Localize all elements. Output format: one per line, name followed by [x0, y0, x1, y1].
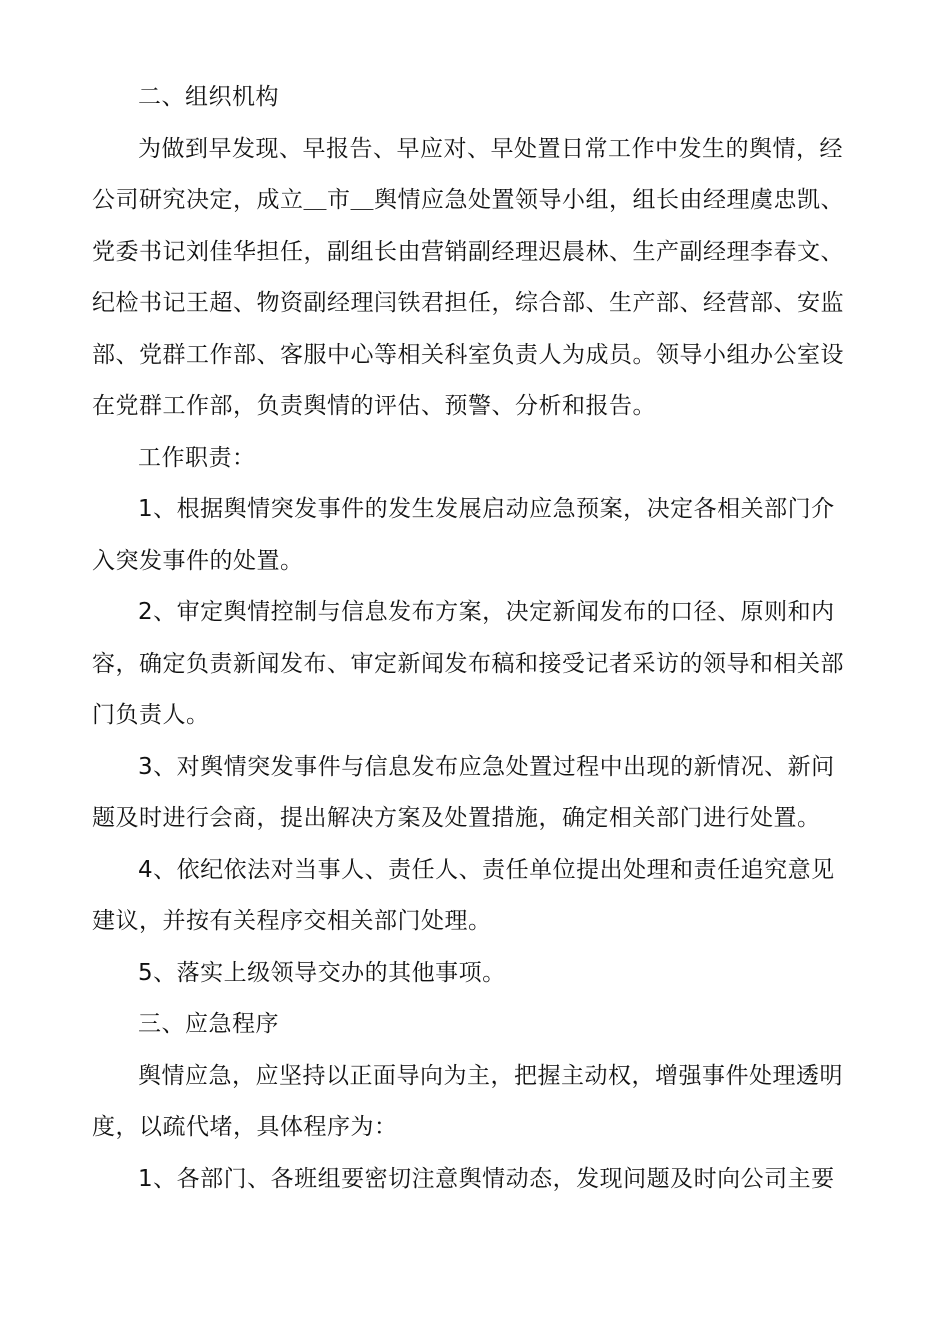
- text-line: 纪检书记王超、物资副经理闫铁君担任，综合部、生产部、经营部、安监: [92, 290, 844, 316]
- duty-item-5: [92, 948, 860, 1000]
- text-line: 4、依纪依法对当事人、责任人、责任单位提出处理和责任追究意见: [138, 856, 835, 883]
- text-line: 度，以疏代堵，具体程序为：: [92, 1114, 398, 1140]
- duty-item-4: [92, 845, 860, 948]
- text-line: 入突发事件的处置。: [92, 547, 304, 574]
- text-line: 1、根据舆情突发事件的发生发展启动应急预案，决定各相关部门介: [138, 496, 835, 522]
- text-line: 题及时进行会商，提出解决方案及处置措施，确定相关部门进行处置。: [92, 805, 821, 831]
- text-line: 为做到早发现、早报告、早应对、早处置日常工作中发生的舆情，经: [138, 135, 843, 162]
- document-page: [92, 72, 860, 1205]
- duty-item-3: [92, 742, 860, 845]
- text-line: 1、各部门、各班组要密切注意舆情动态，发现问题及时向公司主要: [138, 1165, 835, 1192]
- text-line: 党委书记刘佳华担任，副组长由营销副经理迟晨林、生产副经理李春文、: [92, 238, 844, 265]
- procedure-item-1: [92, 1154, 860, 1206]
- text-line: 部、党群工作部、客服中心等相关科室负责人为成员。领导小组办公室设: [92, 341, 844, 368]
- text-line: 在党群工作部，负责舆情的评估、预警、分析和报告。: [92, 393, 656, 419]
- section-heading-organization: [92, 72, 860, 124]
- duty-item-1: [92, 484, 860, 587]
- text-line: 工作职责：: [138, 444, 256, 471]
- text-line: 公司研究决定，成立＿市＿舆情应急处置领导小组，组长由经理虞忠凯、: [92, 187, 844, 213]
- text-line: 3、对舆情突发事件与信息发布应急处置过程中出现的新情况、新问: [138, 753, 835, 780]
- text-line: 门负责人。: [92, 702, 210, 728]
- text-line: 建议，并按有关程序交相关部门处理。: [92, 908, 492, 934]
- section-heading-procedure: [92, 999, 860, 1051]
- text-line: 二、组织机构: [138, 84, 279, 110]
- procedure-paragraph: [92, 1051, 860, 1154]
- text-line: 2、审定舆情控制与信息发布方案，决定新闻发布的口径、原则和内: [138, 599, 835, 625]
- duties-heading: [92, 433, 860, 485]
- text-line: 舆情应急，应坚持以正面导向为主，把握主动权，增强事件处理透明: [138, 1062, 843, 1089]
- text-line: 容，确定负责新闻发布、审定新闻发布稿和接受记者采访的领导和相关部: [92, 650, 844, 677]
- duty-item-2: [92, 587, 860, 742]
- organization-paragraph: [92, 124, 860, 433]
- text-line: 5、落实上级领导交办的其他事项。: [138, 959, 506, 986]
- text-line: 三、应急程序: [138, 1011, 279, 1037]
